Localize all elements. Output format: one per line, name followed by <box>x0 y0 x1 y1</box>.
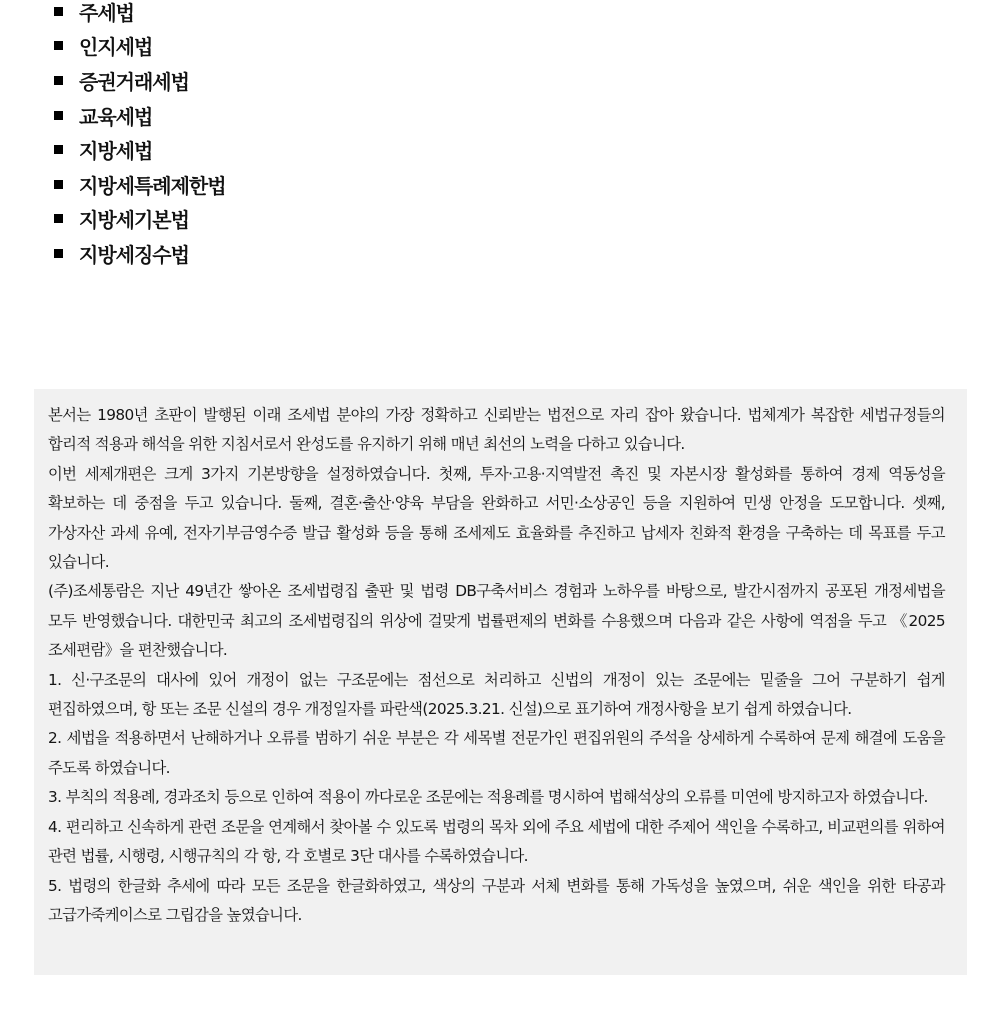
editing-note-3: 3. 부칙의 적용례, 경과조치 등으로 인하여 적용이 까다로운 조문에는 적용례를 명시하여 법해석상의 오류를 미연에 방지하고자 하였습니다. <box>48 788 928 807</box>
law-name: 주세법 <box>79 0 134 25</box>
editing-note-2: 2. 세법을 적용하면서 난해하거나 오류를 범하기 쉬운 부분은 각 세목별 전문가인 편집위원의 주석을 상세하게 수록하여 문제 해결에 도움을 주도록 하였습니다. <box>48 729 945 777</box>
intro-paragraph: 이번 세제개편은 크게 3가지 기본방향을 설정하였습니다. 첫째, 투자·고용·지역발전 촉진 및 자본시장 활성화를 통하여 경제 역동성을 확보하는 데 중점을 두고 있습니다. 둘째, 결혼·출산·양육 부담을 완화하고 서민·소상공인 등을 지원하여 민생 안정을 도모합니다. 셋째, 가상자산 과세 유예, 전자기부금영수증 발급 활성화 등을 통해 조세제도 효율화를 추진하고 납세자 친화적 환경을 구축하는 데 목표를 두고 있습니다. <box>48 464 945 572</box>
law-name: 지방세징수법 <box>79 242 189 267</box>
intro-paragraph: (주)조세통람은 지난 49년간 쌓아온 조세법령집 출판 및 법령 DB구축서비스 경험과 노하우를 바탕으로, 발간시점까지 공포된 개정세법을 모두 반영했습니다. 대한민국 최고의 조세법령집의 위상에 걸맞게 법률편제의 변화를 수용했으며 다음과 같은 사항에 역점을 두고 《2025 조세편람》을 편찬했습니다. <box>48 582 945 660</box>
square-bullet-icon <box>54 7 63 16</box>
square-bullet-icon <box>54 180 63 189</box>
square-bullet-icon <box>54 111 63 120</box>
intro-paragraph: 본서는 1980년 초판이 발행된 이래 조세법 분야의 가장 정확하고 신뢰받는 법전으로 자리 잡아 왔습니다. 법체계가 복잡한 세법규정들의 합리적 적용과 해석을 위한 지침서로서 완성도를 유지하기 위해 매년 최선의 노력을 다하고 있습니다. <box>48 406 945 454</box>
square-bullet-icon <box>54 249 63 258</box>
law-name: 지방세법 <box>79 139 153 164</box>
square-bullet-icon <box>54 76 63 85</box>
law-name: 증권거래세법 <box>79 69 189 94</box>
list-item <box>54 202 226 237</box>
intro-text-box <box>34 389 967 975</box>
list-item <box>54 236 226 271</box>
law-name: 인지세법 <box>79 35 153 60</box>
list-item <box>54 29 226 64</box>
list-item <box>54 167 226 202</box>
square-bullet-icon <box>54 145 63 154</box>
square-bullet-icon <box>54 41 63 50</box>
list-item <box>54 98 226 133</box>
editing-note-5: 5. 법령의 한글화 추세에 따라 모든 조문을 한글화하였고, 색상의 구분과 서체 변화를 통해 가독성을 높였으며, 쉬운 색인을 위한 타공과 고급가죽케이스로 그립감을 높였습니다. <box>48 876 945 924</box>
law-name: 교육세법 <box>79 104 153 129</box>
law-name: 지방세기본법 <box>79 208 189 233</box>
list-item <box>54 63 226 98</box>
list-item <box>54 132 226 167</box>
law-name: 지방세특례제한법 <box>79 173 226 198</box>
tax-law-list <box>54 0 226 271</box>
list-item <box>54 0 226 29</box>
square-bullet-icon <box>54 214 63 223</box>
editing-note-1: 1. 신·구조문의 대사에 있어 개정이 없는 구조문에는 점선으로 처리하고 신법의 개정이 있는 조문에는 밑줄을 그어 구분하기 쉽게 편집하였으며, 항 또는 조문 신설의 경우 개정일자를 파란색(2025.3.21. 신설)으로 표기하여 개정사항을 보기 쉽게 하였습니다. <box>48 670 945 719</box>
editing-note-4: 4. 편리하고 신속하게 관련 조문을 연계해서 찾아볼 수 있도록 법령의 목차 외에 주요 세법에 대한 주제어 색인을 수록하고, 비교편의를 위하여 관련 법률, 시행령, 시행규칙의 각 항, 각 호별로 3단 대사를 수록하였습니다. <box>48 817 945 866</box>
